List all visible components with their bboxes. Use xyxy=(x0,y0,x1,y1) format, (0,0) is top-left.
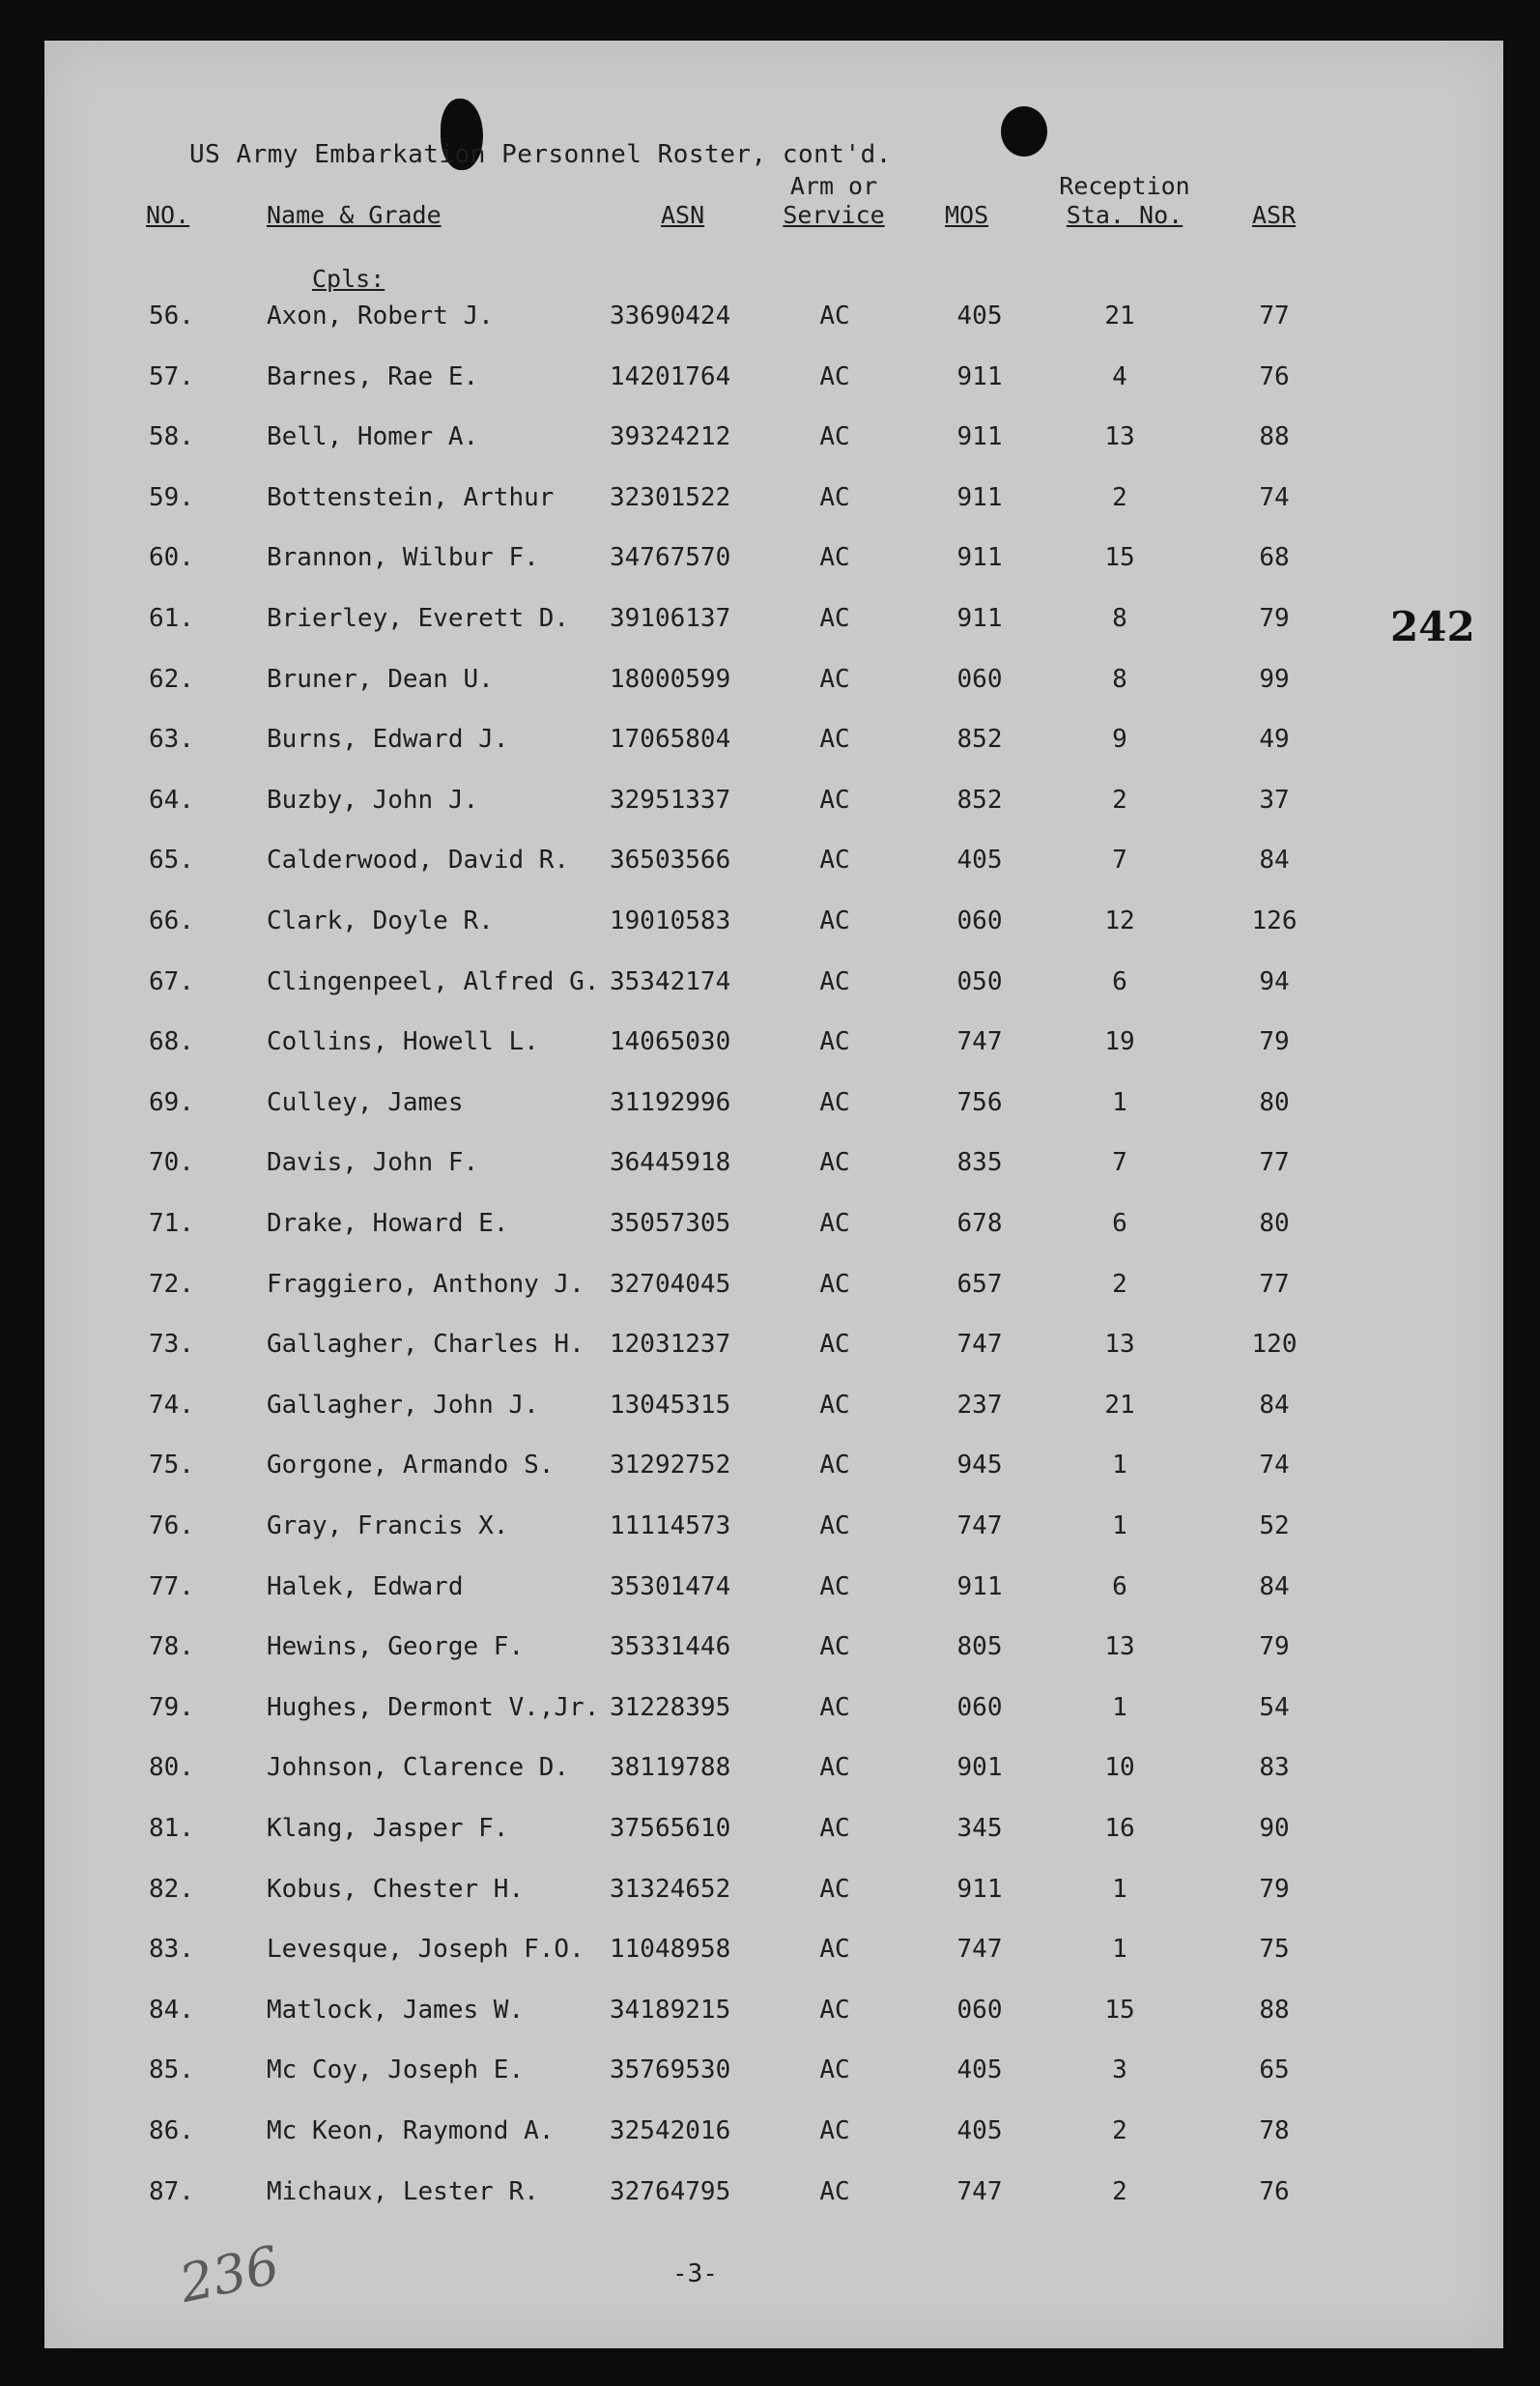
cell-name: Hughes, Dermont V.,Jr. xyxy=(267,1692,600,1722)
cell-asr: 88 xyxy=(1259,422,1290,452)
page-stamp-number: 242 xyxy=(1390,603,1475,650)
punch-hole-right xyxy=(1001,106,1047,157)
cell-no: 64. xyxy=(149,785,194,815)
cell-rec: 1 xyxy=(1112,1451,1127,1480)
cell-sn: 31228395 xyxy=(610,1692,731,1722)
cell-asr: 77 xyxy=(1259,1269,1290,1299)
cell-asr: 90 xyxy=(1259,1814,1290,1843)
cell-name: Gorgone, Armando S. xyxy=(267,1451,555,1480)
cell-sn: 32764795 xyxy=(610,2176,731,2206)
cell-rec: 1 xyxy=(1112,1692,1127,1722)
column-header-mos-label: MOS xyxy=(945,201,989,229)
cell-arm: AC xyxy=(819,543,850,573)
cell-arm: AC xyxy=(819,604,850,633)
cell-sn: 38119788 xyxy=(610,1753,731,1783)
cell-mos: 901 xyxy=(956,1753,1003,1783)
table-row xyxy=(44,1330,1503,1368)
table-row xyxy=(44,1875,1503,1913)
cell-arm: AC xyxy=(819,1571,850,1601)
cell-sn: 32301522 xyxy=(610,482,731,512)
cell-sn: 11048958 xyxy=(610,1935,731,1965)
cell-arm: AC xyxy=(819,1027,850,1057)
cell-name: Halek, Edward xyxy=(267,1571,464,1601)
cell-mos: 805 xyxy=(956,1632,1003,1662)
cell-no: 69. xyxy=(149,1087,194,1117)
cell-rec: 21 xyxy=(1104,1390,1135,1420)
cell-arm: AC xyxy=(819,1511,850,1540)
cell-asr: 37 xyxy=(1259,785,1290,815)
cell-name: Bottenstein, Arthur xyxy=(267,482,555,512)
cell-rec: 16 xyxy=(1104,1814,1135,1843)
cell-arm: AC xyxy=(819,1995,850,2025)
cell-no: 83. xyxy=(149,1935,194,1965)
cell-mos: 747 xyxy=(956,1027,1003,1057)
cell-mos: 747 xyxy=(956,2176,1003,2206)
cell-no: 87. xyxy=(149,2176,194,2206)
cell-arm: AC xyxy=(819,2116,850,2145)
table-row xyxy=(44,906,1503,945)
table-row xyxy=(44,2116,1503,2155)
cell-name: Bell, Homer A. xyxy=(267,422,479,452)
cell-arm: AC xyxy=(819,1148,850,1178)
roster-title: US Army Embarkation Personnel Roster, cont'd. xyxy=(189,140,892,169)
cell-mos: 237 xyxy=(956,1390,1003,1420)
table-row xyxy=(44,543,1503,582)
column-header-asr xyxy=(1252,201,1296,230)
table-row xyxy=(44,665,1503,704)
cell-rec: 15 xyxy=(1104,1995,1135,2025)
cell-mos: 852 xyxy=(956,785,1003,815)
cell-sn: 32704045 xyxy=(610,1269,731,1299)
column-header-asn xyxy=(661,201,704,230)
cell-sn: 17065804 xyxy=(610,725,731,755)
cell-arm: AC xyxy=(819,2176,850,2206)
cell-mos: 911 xyxy=(956,604,1003,633)
cell-arm: AC xyxy=(819,302,850,331)
table-row xyxy=(44,1572,1503,1611)
cell-mos: 657 xyxy=(956,1269,1003,1299)
cell-name: Brannon, Wilbur F. xyxy=(267,543,539,573)
cell-mos: 060 xyxy=(956,1692,1003,1722)
cell-rec: 1 xyxy=(1112,1874,1127,1904)
cell-no: 70. xyxy=(149,1148,194,1178)
cell-asr: 49 xyxy=(1259,725,1290,755)
cell-no: 81. xyxy=(149,1814,194,1843)
cell-arm: AC xyxy=(819,1874,850,1904)
cell-sn: 39106137 xyxy=(610,604,731,633)
cell-mos: 405 xyxy=(956,302,1003,331)
cell-rec: 9 xyxy=(1112,725,1127,755)
cell-no: 84. xyxy=(149,1995,194,2025)
cell-sn: 14201764 xyxy=(610,361,731,391)
cell-rec: 15 xyxy=(1104,543,1135,573)
table-row xyxy=(44,1632,1503,1671)
cell-no: 71. xyxy=(149,1209,194,1238)
cell-sn: 39324212 xyxy=(610,422,731,452)
cell-no: 82. xyxy=(149,1874,194,1904)
cell-rec: 1 xyxy=(1112,1935,1127,1965)
cell-rec: 2 xyxy=(1112,2176,1127,2206)
cell-rec: 13 xyxy=(1104,422,1135,452)
handwritten-note: 236 xyxy=(174,2233,285,2315)
table-row xyxy=(44,362,1503,401)
table-row xyxy=(44,1935,1503,1973)
cell-no: 62. xyxy=(149,664,194,694)
cell-asr: 80 xyxy=(1259,1087,1290,1117)
cell-sn: 18000599 xyxy=(610,664,731,694)
cell-no: 66. xyxy=(149,906,194,935)
cell-name: Kobus, Chester H. xyxy=(267,1874,525,1904)
table-row xyxy=(44,1996,1503,2034)
cell-asr: 83 xyxy=(1259,1753,1290,1783)
cell-no: 85. xyxy=(149,2055,194,2085)
cell-rec: 3 xyxy=(1112,2055,1127,2085)
table-row xyxy=(44,2055,1503,2094)
table-row xyxy=(44,1451,1503,1489)
table-row xyxy=(44,422,1503,461)
cell-mos: 060 xyxy=(956,906,1003,935)
cell-mos: 747 xyxy=(956,1511,1003,1540)
cell-mos: 911 xyxy=(956,422,1003,452)
cell-mos: 945 xyxy=(956,1451,1003,1480)
cell-name: Clingenpeel, Alfred G. xyxy=(267,966,600,996)
cell-asr: 84 xyxy=(1259,1390,1290,1420)
cell-arm: AC xyxy=(819,966,850,996)
table-row xyxy=(44,483,1503,522)
cell-arm: AC xyxy=(819,1692,850,1722)
cell-arm: AC xyxy=(819,1390,850,1420)
cell-sn: 34189215 xyxy=(610,1995,731,2025)
cell-rec: 8 xyxy=(1112,604,1127,633)
cell-mos: 345 xyxy=(956,1814,1003,1843)
table-row xyxy=(44,1693,1503,1732)
table-row xyxy=(44,1270,1503,1308)
table-row xyxy=(44,604,1503,643)
cell-name: Buzby, John J. xyxy=(267,785,479,815)
cell-name: Mc Keon, Raymond A. xyxy=(267,2116,555,2145)
cell-arm: AC xyxy=(819,785,850,815)
table-row xyxy=(44,2177,1503,2216)
table-row xyxy=(44,1088,1503,1127)
cell-sn: 12031237 xyxy=(610,1330,731,1360)
table-row xyxy=(44,1814,1503,1853)
cell-name: Michaux, Lester R. xyxy=(267,2176,539,2206)
cell-arm: AC xyxy=(819,1753,850,1783)
cell-asr: 78 xyxy=(1259,2116,1290,2145)
cell-rec: 2 xyxy=(1112,482,1127,512)
cell-mos: 060 xyxy=(956,664,1003,694)
cell-name: Gray, Francis X. xyxy=(267,1511,509,1540)
cell-mos: 911 xyxy=(956,1571,1003,1601)
cell-name: Calderwood, David R. xyxy=(267,846,570,876)
cell-arm: AC xyxy=(819,1087,850,1117)
cell-no: 68. xyxy=(149,1027,194,1057)
column-header-reception-line2: Sta. No. xyxy=(1066,201,1184,229)
cell-asr: 94 xyxy=(1259,966,1290,996)
cell-asr: 79 xyxy=(1259,1874,1290,1904)
cell-mos: 060 xyxy=(956,1995,1003,2025)
cell-rec: 2 xyxy=(1112,785,1127,815)
cell-rec: 1 xyxy=(1112,1087,1127,1117)
cell-no: 75. xyxy=(149,1451,194,1480)
cell-rec: 7 xyxy=(1112,1148,1127,1178)
cell-arm: AC xyxy=(819,725,850,755)
column-header-name-label: Name & Grade xyxy=(267,201,442,229)
column-header-no-label: NO. xyxy=(146,201,190,229)
cell-mos: 405 xyxy=(956,846,1003,876)
table-row xyxy=(44,846,1503,884)
cell-name: Axon, Robert J. xyxy=(267,302,494,331)
page-number: -3- xyxy=(672,2259,718,2288)
cell-sn: 33690424 xyxy=(610,302,731,331)
cell-asr: 68 xyxy=(1259,543,1290,573)
cell-name: Davis, John F. xyxy=(267,1148,479,1178)
cell-rec: 1 xyxy=(1112,1511,1127,1540)
table-row xyxy=(44,1027,1503,1066)
document-page xyxy=(44,41,1503,2348)
column-header-mos xyxy=(945,201,988,230)
cell-no: 58. xyxy=(149,422,194,452)
cell-arm: AC xyxy=(819,1330,850,1360)
cell-asr: 120 xyxy=(1251,1330,1298,1360)
table-row xyxy=(44,1511,1503,1550)
cell-sn: 32542016 xyxy=(610,2116,731,2145)
cell-no: 59. xyxy=(149,482,194,512)
cell-name: Barnes, Rae E. xyxy=(267,361,479,391)
cell-no: 73. xyxy=(149,1330,194,1360)
cell-name: Gallagher, Charles H. xyxy=(267,1330,585,1360)
cell-rec: 21 xyxy=(1104,302,1135,331)
cell-no: 74. xyxy=(149,1390,194,1420)
cell-asr: 76 xyxy=(1259,2176,1290,2206)
cell-sn: 31292752 xyxy=(610,1451,731,1480)
cell-no: 79. xyxy=(149,1692,194,1722)
cell-asr: 79 xyxy=(1259,604,1290,633)
cell-rec: 12 xyxy=(1104,906,1135,935)
cell-asr: 88 xyxy=(1259,1995,1290,2025)
cell-arm: AC xyxy=(819,1209,850,1238)
column-header-name xyxy=(267,201,442,230)
cell-rec: 7 xyxy=(1112,846,1127,876)
column-header-asn-label: ASN xyxy=(661,201,705,229)
cell-no: 77. xyxy=(149,1571,194,1601)
table-row xyxy=(44,967,1503,1006)
cell-mos: 747 xyxy=(956,1330,1003,1360)
cell-name: Brierley, Everett D. xyxy=(267,604,570,633)
column-header-reception-line1: Reception xyxy=(1059,172,1190,200)
table-row xyxy=(44,302,1503,340)
cell-sn: 19010583 xyxy=(610,906,731,935)
cell-arm: AC xyxy=(819,482,850,512)
column-header-asr-label: ASR xyxy=(1252,201,1297,229)
cell-asr: 84 xyxy=(1259,846,1290,876)
cell-name: Fraggiero, Anthony J. xyxy=(267,1269,585,1299)
cell-sn: 13045315 xyxy=(610,1390,731,1420)
cell-no: 60. xyxy=(149,543,194,573)
cell-sn: 37565610 xyxy=(610,1814,731,1843)
cell-asr: 75 xyxy=(1259,1935,1290,1965)
cell-no: 57. xyxy=(149,361,194,391)
cell-name: Collins, Howell L. xyxy=(267,1027,539,1057)
cell-name: Burns, Edward J. xyxy=(267,725,509,755)
cell-mos: 050 xyxy=(956,966,1003,996)
cell-name: Mc Coy, Joseph E. xyxy=(267,2055,525,2085)
cell-arm: AC xyxy=(819,906,850,935)
cell-asr: 77 xyxy=(1259,302,1290,331)
column-header-no xyxy=(146,201,189,230)
cell-mos: 911 xyxy=(956,361,1003,391)
cell-no: 67. xyxy=(149,966,194,996)
cell-sn: 31324652 xyxy=(610,1874,731,1904)
cell-asr: 79 xyxy=(1259,1027,1290,1057)
cell-rec: 4 xyxy=(1112,361,1127,391)
cell-arm: AC xyxy=(819,846,850,876)
cell-arm: AC xyxy=(819,1814,850,1843)
cell-no: 61. xyxy=(149,604,194,633)
cell-rec: 19 xyxy=(1104,1027,1135,1057)
cell-arm: AC xyxy=(819,361,850,391)
table-row xyxy=(44,1209,1503,1248)
cell-sn: 35342174 xyxy=(610,966,731,996)
cell-sn: 14065030 xyxy=(610,1027,731,1057)
cell-no: 86. xyxy=(149,2116,194,2145)
cell-mos: 835 xyxy=(956,1148,1003,1178)
cell-sn: 35301474 xyxy=(610,1571,731,1601)
cell-mos: 911 xyxy=(956,543,1003,573)
cell-asr: 74 xyxy=(1259,1451,1290,1480)
cell-name: Drake, Howard E. xyxy=(267,1209,509,1238)
cell-rec: 6 xyxy=(1112,966,1127,996)
cell-asr: 126 xyxy=(1251,906,1298,935)
cell-sn: 32951337 xyxy=(610,785,731,815)
cell-arm: AC xyxy=(819,1269,850,1299)
cell-arm: AC xyxy=(819,664,850,694)
cell-mos: 747 xyxy=(956,1935,1003,1965)
cell-no: 72. xyxy=(149,1269,194,1299)
cell-no: 78. xyxy=(149,1632,194,1662)
cell-name: Gallagher, John J. xyxy=(267,1390,539,1420)
cell-mos: 911 xyxy=(956,1874,1003,1904)
cell-asr: 80 xyxy=(1259,1209,1290,1238)
cell-rec: 13 xyxy=(1104,1330,1135,1360)
cell-mos: 678 xyxy=(956,1209,1003,1238)
cell-asr: 74 xyxy=(1259,482,1290,512)
cell-no: 65. xyxy=(149,846,194,876)
cell-name: Clark, Doyle R. xyxy=(267,906,494,935)
cell-sn: 36445918 xyxy=(610,1148,731,1178)
cell-arm: AC xyxy=(819,422,850,452)
cell-sn: 31192996 xyxy=(610,1087,731,1117)
cell-sn: 34767570 xyxy=(610,543,731,573)
cell-asr: 76 xyxy=(1259,361,1290,391)
cell-sn: 11114573 xyxy=(610,1511,731,1540)
cell-rec: 2 xyxy=(1112,1269,1127,1299)
table-row xyxy=(44,786,1503,824)
cell-name: Matlock, James W. xyxy=(267,1995,525,2025)
column-header-arm-line2: Service xyxy=(783,201,885,229)
cell-asr: 65 xyxy=(1259,2055,1290,2085)
cell-rec: 2 xyxy=(1112,2116,1127,2145)
cell-name: Levesque, Joseph F.O. xyxy=(267,1935,585,1965)
cell-asr: 99 xyxy=(1259,664,1290,694)
cell-no: 63. xyxy=(149,725,194,755)
cell-sn: 35769530 xyxy=(610,2055,731,2085)
column-header-reception xyxy=(1052,172,1197,230)
cell-no: 80. xyxy=(149,1753,194,1783)
cell-arm: AC xyxy=(819,1935,850,1965)
section-label-cpls: Cpls: xyxy=(312,265,385,293)
cell-rec: 8 xyxy=(1112,664,1127,694)
cell-arm: AC xyxy=(819,2055,850,2085)
cell-name: Bruner, Dean U. xyxy=(267,664,494,694)
table-row xyxy=(44,1148,1503,1187)
cell-mos: 852 xyxy=(956,725,1003,755)
cell-name: Hewins, George F. xyxy=(267,1632,525,1662)
cell-asr: 84 xyxy=(1259,1571,1290,1601)
cell-asr: 79 xyxy=(1259,1632,1290,1662)
cell-rec: 6 xyxy=(1112,1571,1127,1601)
column-header-arm-line1: Arm or xyxy=(789,172,878,200)
cell-rec: 10 xyxy=(1104,1753,1135,1783)
cell-mos: 405 xyxy=(956,2116,1003,2145)
table-row xyxy=(44,1391,1503,1429)
cell-asr: 54 xyxy=(1259,1692,1290,1722)
cell-arm: AC xyxy=(819,1451,850,1480)
cell-sn: 36503566 xyxy=(610,846,731,876)
column-header-arm xyxy=(781,172,887,230)
cell-asr: 77 xyxy=(1259,1148,1290,1178)
cell-sn: 35331446 xyxy=(610,1632,731,1662)
cell-name: Culley, James xyxy=(267,1087,464,1117)
cell-mos: 911 xyxy=(956,482,1003,512)
cell-rec: 13 xyxy=(1104,1632,1135,1662)
cell-asr: 52 xyxy=(1259,1511,1290,1540)
cell-mos: 756 xyxy=(956,1087,1003,1117)
cell-name: Johnson, Clarence D. xyxy=(267,1753,570,1783)
cell-no: 56. xyxy=(149,302,194,331)
cell-mos: 405 xyxy=(956,2055,1003,2085)
table-row xyxy=(44,1753,1503,1792)
cell-name: Klang, Jasper F. xyxy=(267,1814,509,1843)
table-row xyxy=(44,725,1503,763)
cell-rec: 6 xyxy=(1112,1209,1127,1238)
cell-sn: 35057305 xyxy=(610,1209,731,1238)
cell-arm: AC xyxy=(819,1632,850,1662)
cell-no: 76. xyxy=(149,1511,194,1540)
